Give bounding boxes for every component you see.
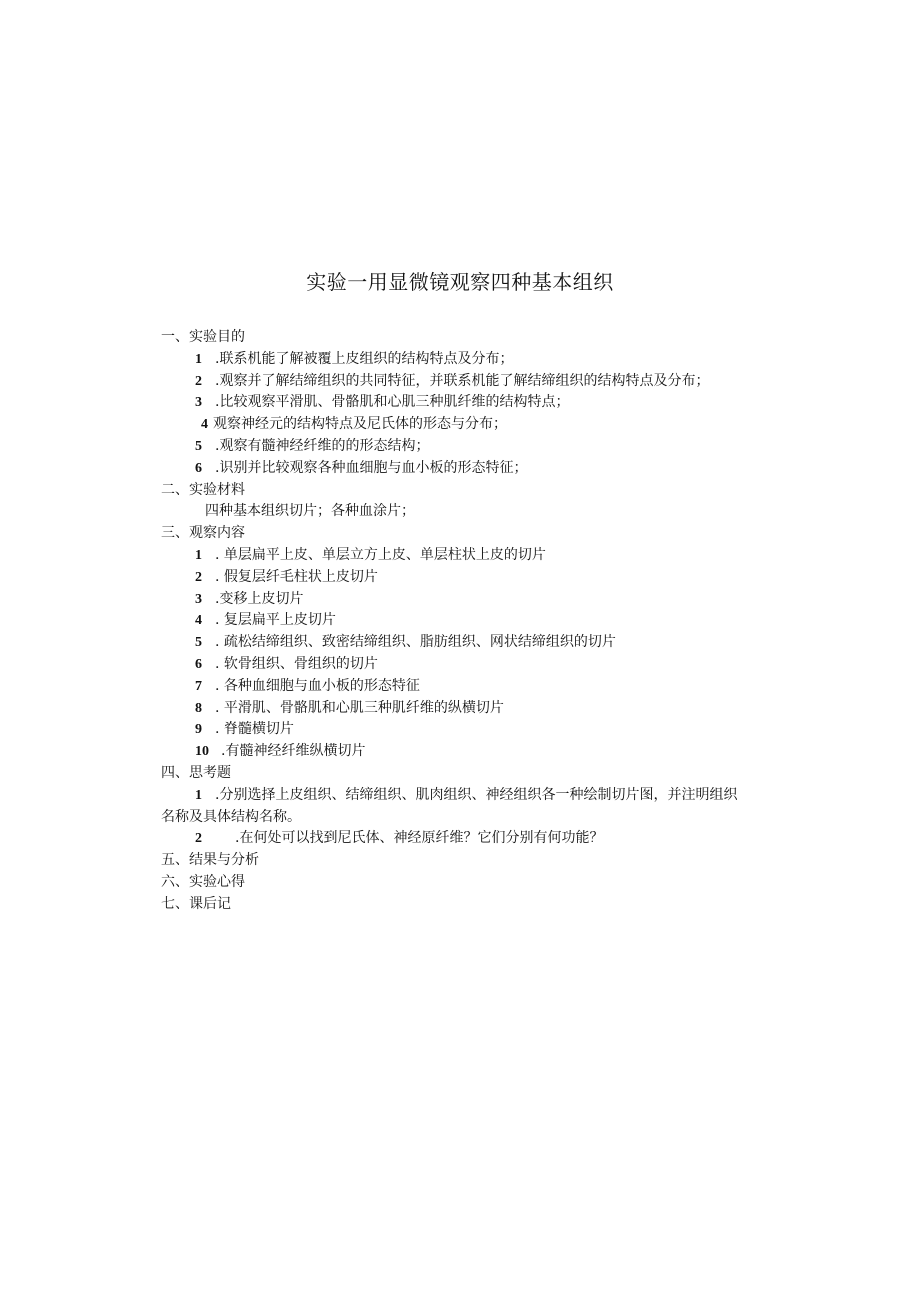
list-item (161, 414, 801, 436)
list-item (161, 610, 801, 632)
section-heading-objectives: 一、实验目的 (161, 329, 245, 345)
item-number: 6 (195, 656, 202, 672)
list-item (161, 589, 801, 611)
question-text: .分别选择上皮组织、结缔组织、肌肉组织、神经组织各一种绘制切片图，并注明组织 (215, 786, 738, 803)
list-item (161, 741, 801, 763)
list-item (161, 392, 801, 414)
item-text: . 各种血细胞与血小板的形态特征 (215, 677, 420, 694)
item-number: 8 (195, 700, 202, 716)
list-item (161, 698, 801, 720)
item-number: 5 (195, 635, 202, 651)
list-item (161, 676, 801, 698)
question-1-continuation: 名称及具体结构名称。 (161, 808, 301, 825)
list-item (161, 567, 801, 589)
section-heading-materials: 二、实验材料 (161, 481, 245, 498)
item-text: .比较观察平滑肌、骨骼肌和心肌三种肌纤维的结构特点； (215, 394, 570, 411)
item-text: .识别并比较观察各种血细胞与血小板的形态特征； (215, 459, 528, 476)
item-number: 9 (195, 722, 202, 738)
question-number: 2 (195, 831, 202, 847)
item-text: . 疏松结缔组织、致密结缔组织、脂肪组织、网状结缔组织的切片 (215, 634, 616, 651)
item-number: 4 (201, 417, 208, 433)
materials-text: 四种基本组织切片；各种血涂片； (205, 503, 415, 520)
document-title: 实验一用显微镜观察四种基本组织 (306, 270, 614, 294)
document-body (161, 327, 801, 916)
section-heading-results: 五、结果与分析 (161, 852, 259, 869)
item-text: . 平滑肌、骨骼肌和心肌三种肌纤维的纵横切片 (215, 699, 504, 716)
item-number: 5 (195, 438, 202, 454)
list-item (161, 458, 801, 480)
list-item (161, 436, 801, 458)
question-1 (161, 785, 801, 807)
list-item (161, 632, 801, 654)
item-number: 7 (195, 678, 202, 694)
list-item (161, 349, 801, 371)
item-text: .联系机能了解被覆上皮组织的结构特点及分布； (215, 350, 514, 367)
item-number: 3 (195, 591, 202, 607)
item-number: 10 (195, 744, 209, 760)
item-text: .变移上皮切片 (215, 590, 304, 607)
section-heading-reflections: 六、实验心得 (161, 873, 245, 890)
section-heading-questions: 四、思考题 (161, 764, 231, 781)
question-2 (161, 828, 801, 850)
item-number: 4 (195, 613, 202, 629)
list-item (161, 719, 801, 741)
item-text: . 假复层纤毛柱状上皮切片 (215, 568, 378, 585)
item-text: .观察有髓神经纤维的的形态结构； (215, 437, 430, 454)
item-number: 1 (195, 547, 202, 563)
item-text: . 软骨组织、骨组织的切片 (215, 655, 378, 672)
item-text: . 脊髓横切片 (215, 721, 294, 738)
section-heading-observation: 三、观察内容 (161, 525, 245, 542)
list-item (161, 654, 801, 676)
item-number: 2 (195, 373, 202, 389)
item-text: . 单层扁平上皮、单层立方上皮、单层柱状上皮的切片 (215, 546, 546, 563)
item-number: 3 (195, 395, 202, 411)
list-item (161, 545, 801, 567)
item-text: .有髓神经纤维纵横切片 (221, 743, 366, 760)
item-text: .观察并了解结缔组织的共同特征，并联系机能了解结缔组织的结构特点及分布； (215, 372, 710, 389)
item-text: . 复层扁平上皮切片 (215, 612, 336, 629)
item-number: 1 (195, 351, 202, 367)
item-text: 观察神经元的结构特点及尼氏体的形态与分布； (213, 416, 507, 433)
item-number: 2 (195, 569, 202, 585)
list-item (161, 371, 801, 393)
question-text: .在何处可以找到尼氏体、神经原纤维？它们分别有何功能？ (235, 830, 604, 847)
item-number: 6 (195, 460, 202, 476)
section-heading-postscript: 七、课后记 (161, 895, 231, 912)
question-number: 1 (195, 787, 202, 803)
